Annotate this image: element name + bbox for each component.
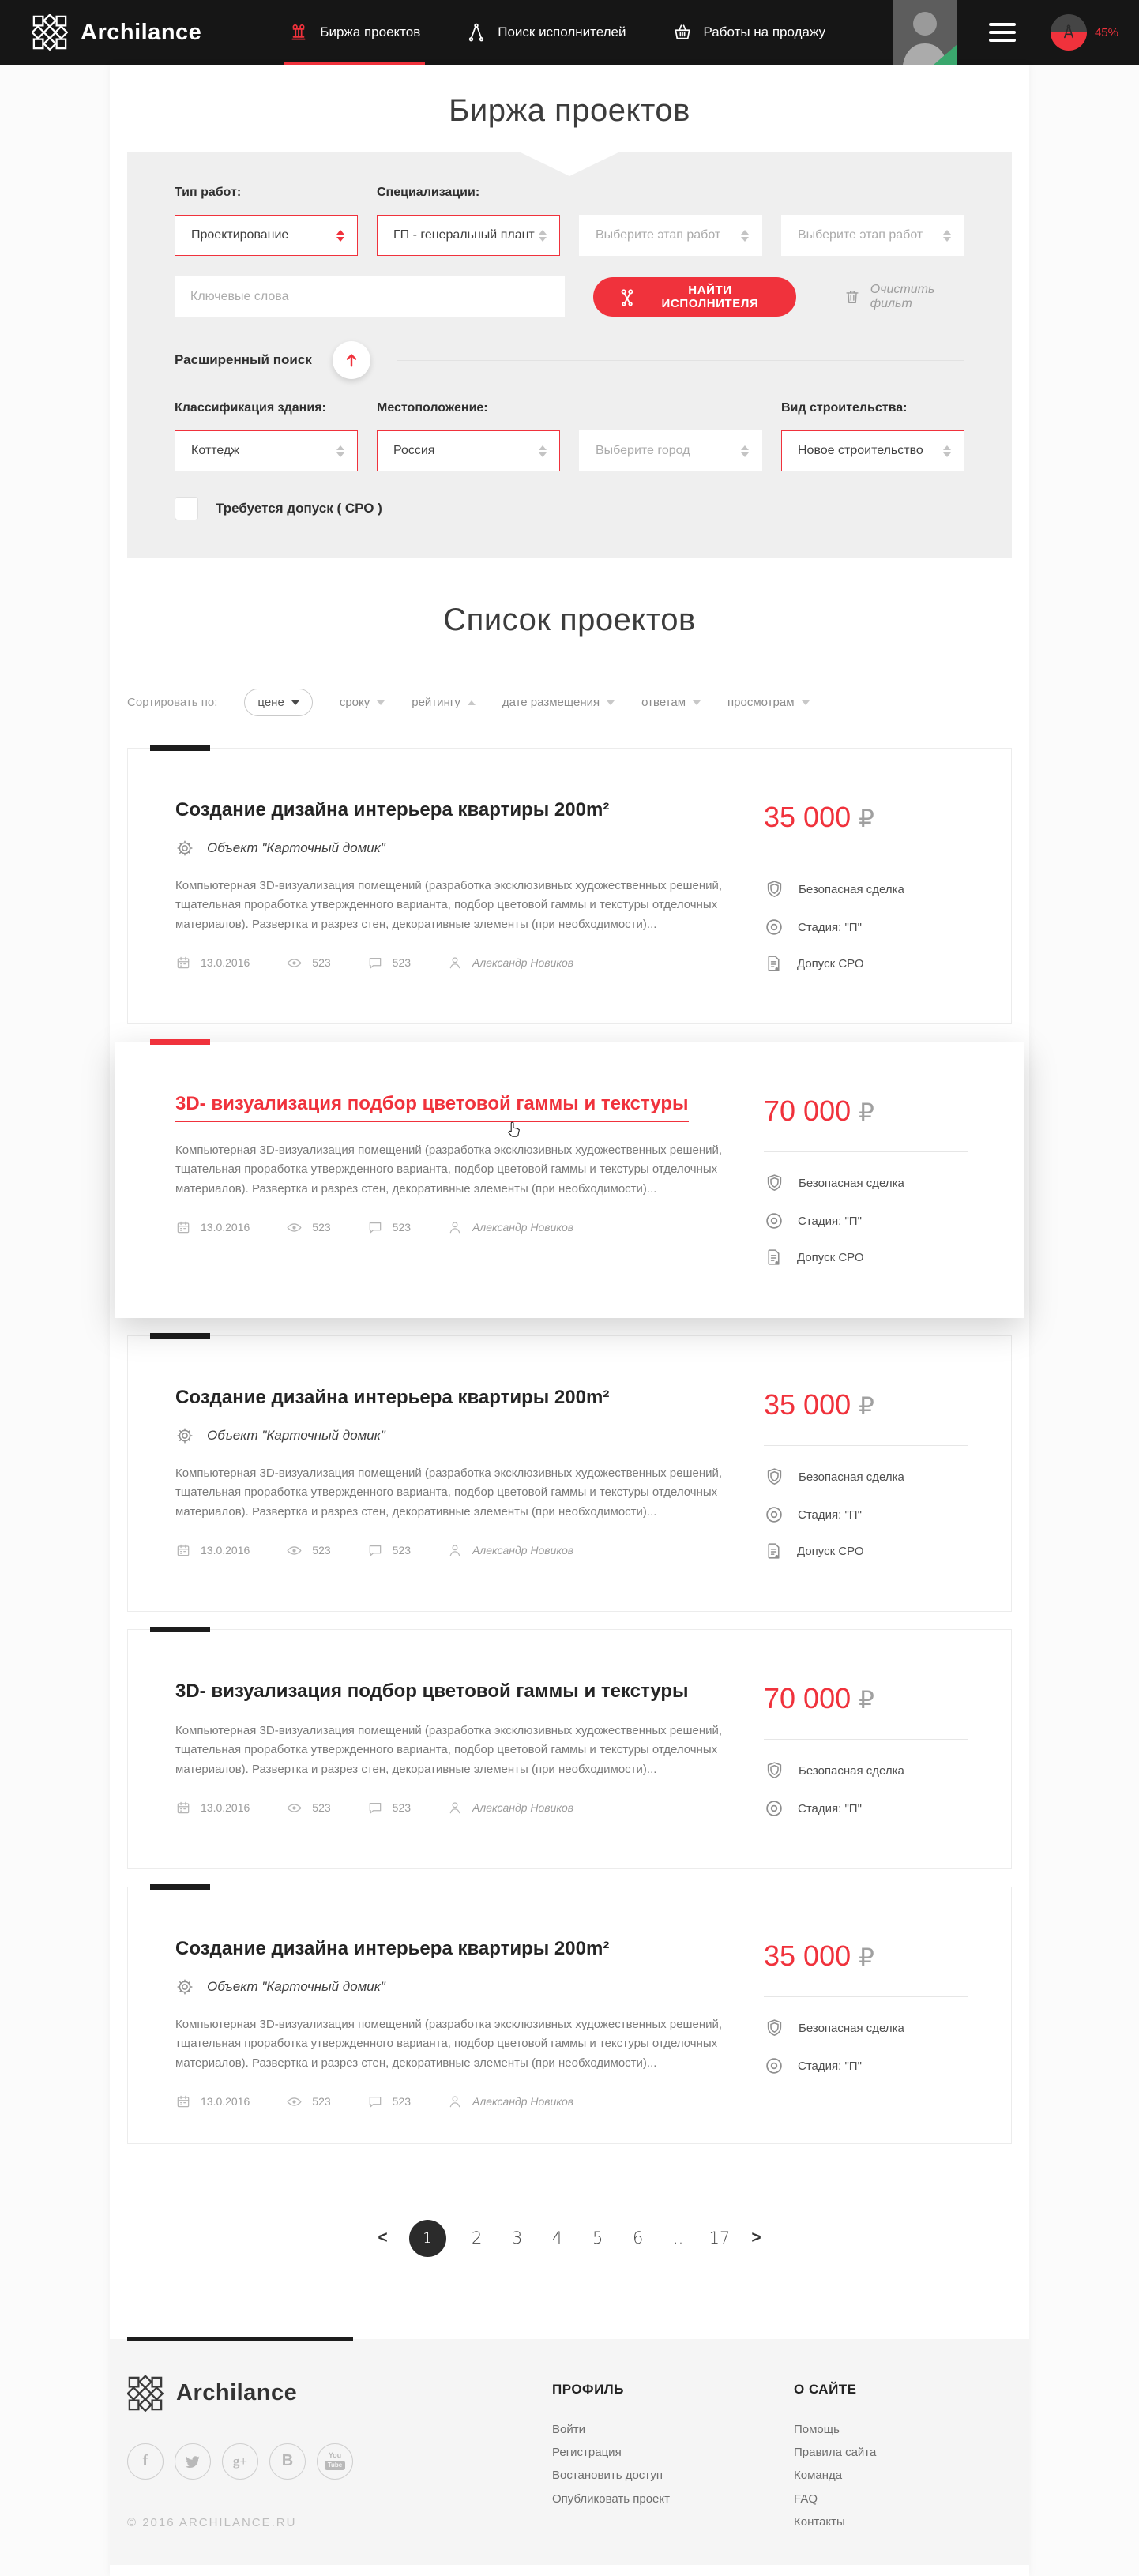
project-meta: [175, 2093, 728, 2110]
progress-percent: 45%: [1094, 25, 1118, 39]
comments-meta: 523: [367, 1800, 411, 1816]
pagination: [127, 2220, 1012, 2257]
location-label: Местоположение:: [377, 401, 488, 415]
logo-icon: [32, 14, 68, 51]
project-badge: Допуск СРО: [764, 954, 968, 974]
project-price: 35 000: [764, 801, 851, 833]
user-icon: [447, 955, 463, 971]
shield-icon: [764, 1466, 785, 1488]
footer-link[interactable]: Контакты: [794, 2514, 845, 2529]
currency-ruble: ₽: [859, 1686, 874, 1714]
comment-icon: [367, 1219, 383, 1235]
author-meta[interactable]: Александр Новиков: [447, 2093, 573, 2109]
project-badge: Допуск СРО: [764, 1248, 968, 1267]
project-description: Компьютерная 3D-визуализация помещений (разработка эксклюзивных художественных решений, тщательная проработка утвержденного варианта, подбор цветовой гаммы и текстуры отделочных материалов). Развертка и разрез стен, декоративные элементы (при необходимости)...: [175, 1724, 723, 1776]
eye-icon: [286, 1219, 303, 1236]
sort-option[interactable]: ответам: [641, 696, 701, 709]
avatar[interactable]: [893, 0, 957, 65]
hand-cursor-icon: [504, 1120, 523, 1139]
user-icon: [447, 1800, 463, 1816]
project-object-row: Объект "Карточный домик": [175, 1977, 728, 1996]
find-contractor-button[interactable]: НАЙТИ ИСПОЛНИТЕЛЯ: [593, 277, 796, 317]
select-arrows-icon: [539, 230, 547, 242]
comment-icon: [367, 955, 383, 971]
comment-icon: [367, 2093, 383, 2109]
filter-panel: [127, 152, 1012, 558]
page-number[interactable]: ..: [672, 2229, 684, 2248]
project-side-panel: [764, 1680, 968, 1835]
comments-meta: 523: [367, 1219, 411, 1235]
stage-icon: [764, 1504, 784, 1525]
date-meta: 13.0.2016: [175, 1800, 250, 1816]
project-badge: Безопасная сделка: [764, 1466, 968, 1488]
project-meta: [175, 1800, 728, 1816]
divider: [397, 360, 964, 361]
keywords-input[interactable]: [175, 276, 565, 317]
footer-link[interactable]: Помощь: [794, 2422, 840, 2436]
project-object-row: Объект "Карточный домик": [175, 839, 728, 858]
currency-ruble: ₽: [859, 1098, 874, 1127]
author-meta[interactable]: Александр Новиков: [447, 1542, 573, 1558]
date-meta: 13.0.2016: [175, 1219, 250, 1235]
sort-option[interactable]: цене: [244, 689, 312, 716]
select-arrows-icon: [741, 445, 749, 457]
nav-item[interactable]: Биржа проектов: [288, 0, 420, 65]
project-list: [127, 748, 1012, 2144]
project-badge: Допуск СРО: [764, 1541, 968, 1561]
date-meta: 13.0.2016: [175, 1542, 250, 1558]
city-select[interactable]: Выберите город: [579, 430, 762, 471]
spec-label: Специализации:: [377, 186, 480, 199]
project-meta: [175, 955, 728, 971]
sort-direction-icon: [802, 700, 810, 705]
stage2-select[interactable]: Выберите этап работ: [781, 215, 964, 256]
project-meta: [175, 1542, 728, 1559]
binoculars-icon: [617, 287, 637, 307]
footer-link[interactable]: Опубликовать проект: [552, 2492, 670, 2506]
clear-filter-button[interactable]: Очистить фильт: [844, 283, 964, 311]
project-price: 35 000: [764, 1388, 851, 1421]
eye-icon: [286, 2093, 303, 2110]
shield-icon: [764, 2018, 785, 2039]
build-type-label: Вид строительства:: [781, 401, 908, 415]
currency-ruble: ₽: [859, 1392, 874, 1421]
page-sheet: [110, 65, 1029, 2576]
sort-direction-icon: [468, 700, 476, 705]
page-number[interactable]: 4: [551, 2229, 563, 2248]
eye-icon: [286, 1542, 303, 1559]
stage-select[interactable]: Выберите этап работ: [579, 215, 762, 256]
divider: [764, 1739, 968, 1740]
footer-link[interactable]: Войти: [552, 2422, 585, 2436]
project-card[interactable]: [127, 748, 1012, 1024]
footer-tab-indicator: [127, 2337, 353, 2341]
vk-icon[interactable]: B: [269, 2443, 306, 2480]
select-arrows-icon: [539, 445, 547, 457]
select-arrows-icon: [336, 445, 344, 457]
project-side-panel: [764, 799, 968, 990]
page-title: Биржа проектов: [449, 93, 690, 128]
project-price: 70 000: [764, 1682, 851, 1714]
youtube-icon[interactable]: You Tube: [317, 2443, 353, 2480]
gear-icon: [175, 839, 194, 858]
gplus-icon[interactable]: g+: [222, 2443, 258, 2480]
type-label: Тип работ:: [175, 186, 242, 199]
sro-icon: [764, 1541, 784, 1561]
sort-direction-icon: [291, 700, 299, 705]
sort-option[interactable]: сроку: [340, 696, 385, 709]
column-icon: [288, 22, 309, 43]
sort-direction-icon: [693, 700, 701, 705]
footer-link[interactable]: Команда: [794, 2469, 843, 2483]
social-links: [127, 2443, 552, 2480]
nav-item[interactable]: Работы на продажу: [672, 0, 826, 65]
project-badge: Безопасная сделка: [764, 1173, 968, 1194]
construction-type-select[interactable]: Новое строительство: [781, 430, 964, 471]
project-price: 70 000: [764, 1095, 851, 1127]
views-meta: 523: [286, 1800, 330, 1816]
sro-checkbox-label: Требуется допуск ( СРО ): [216, 501, 382, 516]
project-badge: Стадия: "П": [764, 1211, 968, 1231]
class-label: Классификация здания:: [175, 401, 326, 415]
page-number[interactable]: 2: [471, 2229, 483, 2248]
footer: [110, 2339, 1029, 2565]
page-number[interactable]: 17: [709, 2229, 731, 2248]
author-meta[interactable]: Александр Новиков: [447, 955, 573, 971]
sort-option[interactable]: просмотрам: [727, 696, 810, 709]
nav-item[interactable]: Поиск исполнителей: [466, 0, 626, 65]
profile-progress[interactable]: [1051, 14, 1118, 51]
comment-icon: [367, 1542, 383, 1558]
sort-option[interactable]: рейтингу: [412, 696, 476, 709]
footer-column: ПРОФИЛЬ Войти Регистрация Востановить доступ Опубликовать проект: [552, 2375, 794, 2533]
logo-dark-icon: [127, 2375, 164, 2412]
footer-column: О САЙТЕ Помощь Правила сайта Команда FAQ Контакты: [794, 2375, 876, 2533]
user-icon: [447, 2093, 463, 2109]
building-class-select[interactable]: Коттедж: [175, 430, 358, 471]
project-card[interactable]: [115, 1042, 1024, 1318]
views-meta: 523: [286, 955, 330, 971]
currency-ruble: ₽: [859, 1943, 874, 1972]
calendar-icon: [175, 955, 191, 971]
project-badge: Безопасная сделка: [764, 879, 968, 900]
project-object-row: Объект "Карточный домик": [175, 1426, 728, 1445]
sort-direction-icon: [377, 700, 385, 705]
divider: [764, 1151, 968, 1152]
project-side-panel: [764, 1093, 968, 1284]
sro-checkbox[interactable]: [175, 497, 198, 520]
calendar-icon: [175, 1542, 191, 1558]
project-badge: Безопасная сделка: [764, 2018, 968, 2039]
project-title-link[interactable]: Создание дизайна интерьера квартиры 200m²: [175, 1387, 610, 1408]
select-arrows-icon: [943, 230, 951, 242]
date-meta: 13.0.2016: [175, 2093, 250, 2109]
trash-icon: [844, 288, 861, 306]
spec-select[interactable]: ГП - генеральный плант: [377, 215, 560, 256]
sort-direction-icon: [607, 700, 615, 705]
project-card[interactable]: [127, 1629, 1012, 1869]
compass-icon: [466, 22, 487, 43]
calendar-icon: [175, 1219, 191, 1235]
shield-icon: [764, 1760, 785, 1782]
next-page-button[interactable]: >: [751, 2229, 761, 2247]
facebook-icon[interactable]: f: [127, 2443, 164, 2480]
project-title-link[interactable]: 3D- визуализация подбор цветовой гаммы и текстуры: [175, 1680, 689, 1702]
project-badge: Стадия: "П": [764, 917, 968, 937]
project-card[interactable]: [127, 1887, 1012, 2144]
project-description: Компьютерная 3D-визуализация помещений (разработка эксклюзивных художественных решений, тщательная проработка утвержденного варианта, подбор цветовой гаммы и текстуры отделочных материалов). Развертка и разрез стен, декоративные элементы (при необходимости)...: [175, 1466, 723, 1519]
comments-meta: 523: [367, 2093, 411, 2109]
top-navigation-bar: [0, 0, 1139, 65]
select-arrows-icon: [943, 445, 951, 457]
views-meta: 523: [286, 2093, 330, 2110]
page-number[interactable]: 1: [409, 2220, 446, 2257]
comments-meta: 523: [367, 1542, 411, 1558]
author-meta[interactable]: Александр Новиков: [447, 1800, 573, 1816]
footer-link[interactable]: Регистрация: [552, 2446, 622, 2460]
project-list-title: Список проектов: [443, 603, 696, 637]
country-select[interactable]: Россия: [377, 430, 560, 471]
sro-icon: [764, 954, 784, 974]
sro-icon: [764, 1248, 784, 1267]
prev-page-button[interactable]: <: [378, 2229, 388, 2247]
project-price: 35 000: [764, 1940, 851, 1972]
views-meta: 523: [286, 1219, 330, 1236]
shield-icon: [764, 1173, 785, 1194]
views-meta: 523: [286, 1542, 330, 1559]
shield-icon: [764, 879, 785, 900]
project-title-link[interactable]: Создание дизайна интерьера квартиры 200m²: [175, 1938, 610, 1959]
comments-meta: 523: [367, 955, 411, 971]
gear-icon: [175, 1426, 194, 1445]
header-nav: [288, 0, 825, 65]
project-side-panel: [764, 1387, 968, 1578]
page-number[interactable]: 3: [511, 2229, 523, 2248]
page-number[interactable]: 6: [632, 2229, 644, 2248]
advanced-search-label: Расширенный поиск: [175, 352, 312, 367]
footer-link[interactable]: FAQ: [794, 2492, 818, 2506]
stage-icon: [764, 2056, 784, 2076]
project-meta: [175, 1219, 728, 1236]
project-description: Компьютерная 3D-визуализация помещений (разработка эксклюзивных художественных решений, тщательная проработка утвержденного варианта, подбор цветовой гаммы и текстуры отделочных материалов). Развертка и разрез стен, декоративные элементы (при необходимости)...: [175, 2018, 723, 2070]
arrow-up-icon: [343, 351, 360, 369]
project-badge: Стадия: "П": [764, 1504, 968, 1525]
footer-link[interactable]: Востановить доступ: [552, 2469, 663, 2483]
twitter-icon[interactable]: [175, 2443, 211, 2480]
sort-label: Сортировать по:: [127, 696, 218, 709]
sort-bar: [127, 689, 1012, 716]
calendar-icon: [175, 1800, 191, 1816]
project-badge: Стадия: "П": [764, 1798, 968, 1819]
menu-icon[interactable]: [989, 23, 1016, 42]
compass-white-icon: [1060, 24, 1077, 41]
type-select[interactable]: Проектирование: [175, 215, 358, 256]
stage-icon: [764, 1798, 784, 1819]
select-arrows-icon: [336, 230, 344, 242]
page-number[interactable]: 5: [592, 2229, 603, 2248]
footer-brand[interactable]: Archilance: [127, 2375, 552, 2412]
user-icon: [447, 1542, 463, 1558]
collapse-filters-button[interactable]: [333, 341, 370, 379]
sort-option[interactable]: дате размещения: [502, 696, 615, 709]
gear-icon: [175, 1977, 194, 1996]
user-icon: [447, 1219, 463, 1235]
calendar-icon: [175, 2093, 191, 2109]
stage-icon: [764, 917, 784, 937]
comment-icon: [367, 1800, 383, 1816]
divider: [764, 1996, 968, 1997]
author-meta[interactable]: Александр Новиков: [447, 1219, 573, 1235]
divider: [764, 1445, 968, 1446]
copyright: © 2016 ARCHILANCE.RU: [127, 2515, 297, 2529]
footer-link[interactable]: Правила сайта: [794, 2446, 877, 2460]
project-badge: Стадия: "П": [764, 2056, 968, 2076]
brand[interactable]: [32, 0, 201, 65]
project-description: Компьютерная 3D-визуализация помещений (разработка эксклюзивных художественных решений, тщательная проработка утвержденного варианта, подбор цветовой гаммы и текстуры отделочных материалов). Развертка и разрез стен, декоративные элементы (при необходимости)...: [175, 1143, 723, 1196]
eye-icon: [286, 1800, 303, 1816]
brand-name: Archilance: [81, 19, 202, 45]
stage-icon: [764, 1211, 784, 1231]
basket-icon: [672, 22, 693, 43]
select-arrows-icon: [741, 230, 749, 242]
project-description: Компьютерная 3D-визуализация помещений (разработка эксклюзивных художественных решений, тщательная проработка утвержденного варианта, подбор цветовой гаммы и текстуры отделочных материалов). Развертка и разрез стен, декоративные элементы (при необходимости)...: [175, 879, 723, 931]
currency-ruble: ₽: [859, 805, 874, 833]
date-meta: 13.0.2016: [175, 955, 250, 971]
project-title-link[interactable]: Создание дизайна интерьера квартиры 200m²: [175, 799, 610, 820]
project-badge: Безопасная сделка: [764, 1760, 968, 1782]
eye-icon: [286, 955, 303, 971]
project-card[interactable]: [127, 1335, 1012, 1612]
project-title-link[interactable]: 3D- визуализация подбор цветовой гаммы и текстуры: [175, 1093, 689, 1122]
project-side-panel: [764, 1938, 968, 2110]
